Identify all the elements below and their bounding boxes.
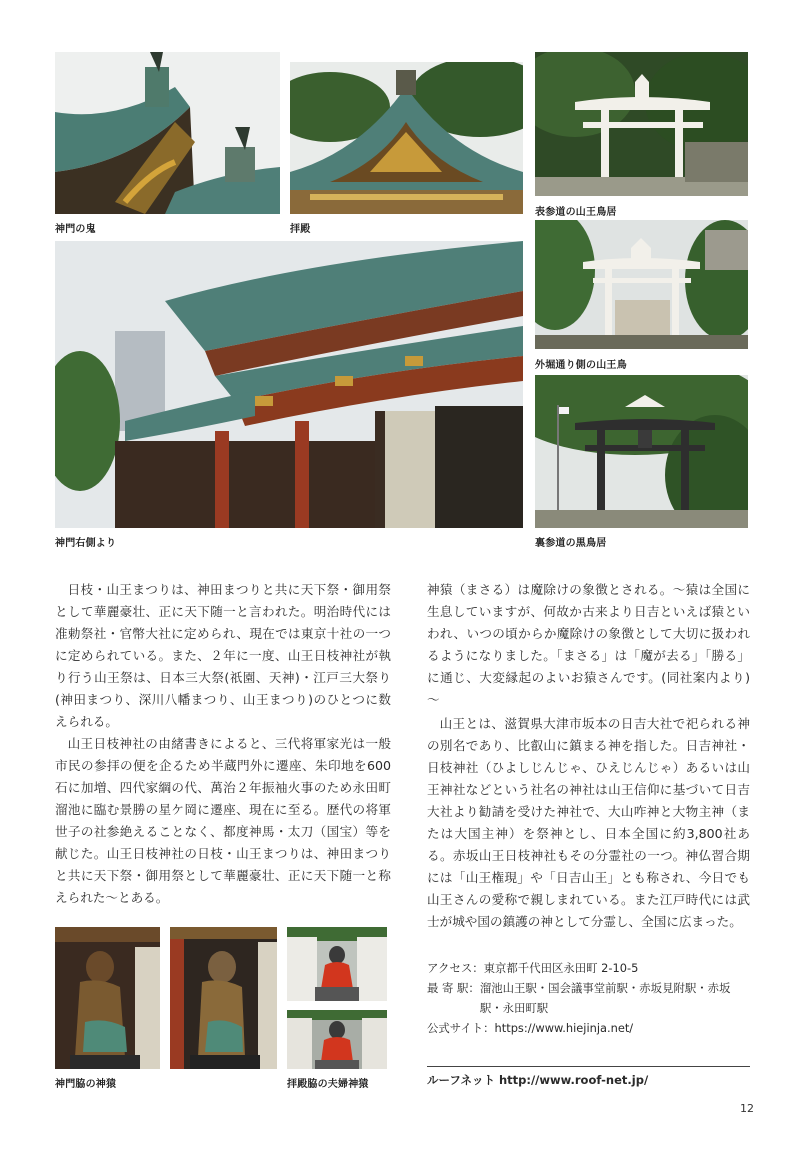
caption-sotobori-torii: 外堀通り側の山王鳥 — [535, 360, 627, 371]
caption-omote-torii: 表参道の山王鳥居 — [535, 207, 617, 218]
paragraph-sanno-matsuri: 日枝・山王まつりは、神田まつりと共に天下祭・御用祭として華麗豪壮、正に天下随一と言われた。明治時代には准勅祭社・官幣大社に定められ、現在では東京十社の一つに定められている。また、２年に一度、山王日枝神社が執り行う山王祭は、日本三大祭(祇園、天神)・江戸三大祭り(神田まつり、深川八幡まつり、山王まつり)のひとつに数えられる。 — [55, 582, 391, 729]
station-label: 最 寄 駅： — [427, 981, 480, 995]
caption-ura-torii: 裏参道の黒鳥居 — [535, 538, 607, 549]
footer-divider — [427, 1066, 750, 1067]
photo-omote-torii — [535, 52, 748, 196]
station-value: 溜池山王駅・国会議事堂前駅・赤坂見附駅・赤坂駅・永田町駅 — [479, 981, 731, 1015]
paragraph-sanno: 山王とは、滋賀県大津市坂本の日吉大社で祀られる神の別名であり、比叡山に鎮まる神を指した。日吉神社・日枝神社（ひよしじんじゃ、ひえじんじゃ）あるいは山王神社などという社名の神社は山王信仰に基づいて日吉大社より勧請を受けた神社で、大山咋神と大物主神（または大国主神）を祭神とし、日本全国に約3,800社ある。赤坂山王日枝神社もその分霊社の一つ。神仏習合期には「山王権現」や「日吉山王」とも称され、今日でも山王さんの愛称で親しまれている。また江戸時代には武士が城や国の鎮護の神として分霊し、全国に広まった。 — [427, 716, 750, 929]
caption-shinmon-oni: 神門の鬼 — [55, 224, 96, 235]
photo-shinmon-right — [55, 241, 523, 528]
right-column-quote — [427, 579, 750, 711]
site-row — [427, 1018, 750, 1038]
photo-haiden — [290, 62, 523, 214]
station-row — [427, 978, 750, 1018]
site-link[interactable]: https://www.hiejinja.net/ — [494, 1021, 634, 1035]
photo-shinmon-oni — [55, 52, 280, 214]
paragraph-yuisho: 山王日枝神社の由緒書きによると、三代将軍家光は一般市民の参拝の便を企るため半蔵門外に遷座、朱印地を600石に加増、四代家綱の代、萬治２年振袖火事のため永田町溜池に臨む景勝の星ケ岡に遷座、現在に至る。歴代の将軍世子の社参絶えることなく、都度神馬・太刀（国宝）等を献じた。山王日枝神社の日枝・山王まつりは、神田まつりと共に天下祭・御用祭として華麗豪壮、正に天下随一と称えられた〜とある。 — [55, 736, 391, 905]
paragraph-masaru: 神猿（まさる）は魔除けの象徴とされる。〜猿は全国に生息していますが、何故か古来より日吉といえば猿といわれ、いつの頃からか魔除けの象徴として大切に扱われるようになりました。「まさる」は「魔が去る」「勝る」に通じ、大変縁起のよいお猿さんです。(同社案内より) 〜 — [427, 582, 750, 707]
footer-roofnet[interactable]: ルーフネット http://www.roof-net.jp/ — [427, 1073, 649, 1087]
info-block — [427, 958, 750, 1038]
photo-shinen-right — [170, 927, 277, 1069]
photo-shinen-left — [55, 927, 160, 1069]
photo-fufu-shinen-bottom — [287, 1010, 387, 1069]
photo-sotobori-torii — [535, 220, 748, 349]
photo-ura-torii — [535, 375, 748, 528]
access-label: アクセス： — [427, 961, 484, 975]
left-column-text — [55, 579, 391, 909]
right-column-sanno — [427, 713, 750, 933]
caption-shinen: 神門脇の神猿 — [55, 1079, 117, 1090]
page-number: 12 — [740, 1102, 754, 1115]
caption-haiden: 拝殿 — [290, 224, 311, 235]
photo-fufu-shinen-top — [287, 927, 387, 1001]
access-row — [427, 958, 750, 978]
caption-shinmon-right: 神門右側より — [55, 538, 117, 549]
caption-fufu-shinen: 拝殿脇の夫婦神猿 — [287, 1079, 369, 1090]
access-value: 東京都千代田区永田町 2-10-5 — [483, 961, 639, 975]
site-label: 公式サイト： — [427, 1021, 495, 1035]
